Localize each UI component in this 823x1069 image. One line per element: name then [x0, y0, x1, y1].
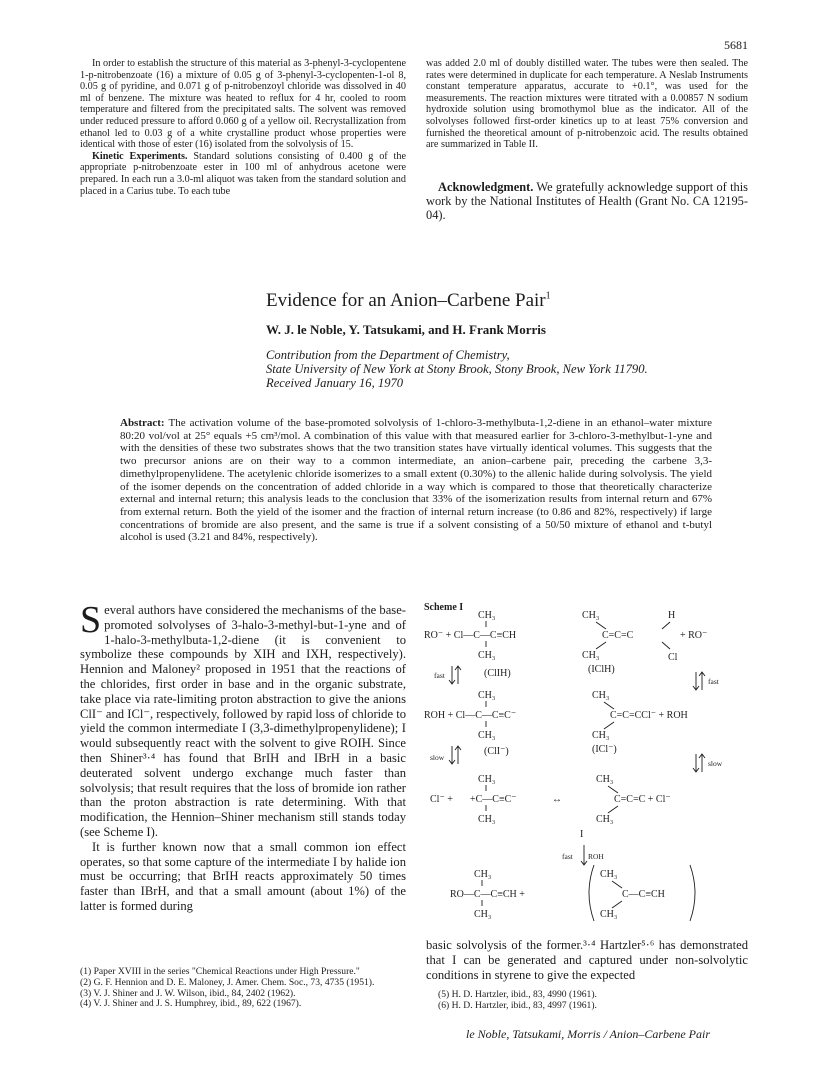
up-arrow — [699, 672, 705, 690]
acknowledgment-text: We gratefully acknowledge support of this work by the National Institutes of Health (Grant No. CA 12195-04). — [426, 180, 748, 223]
row4-left-formula: RO—C—C≡CH + — [450, 889, 525, 900]
intermediate-label: I — [580, 829, 584, 840]
methyl-label: CH₃ — [478, 774, 496, 785]
chlorine-label: Cl — [668, 652, 678, 663]
right-bracket — [690, 865, 695, 921]
kinetic-heading: Kinetic Experiments. — [92, 150, 188, 162]
experimental-right-column — [426, 58, 748, 151]
row2-left-formula: ROH + Cl—C—C≡C⁻ — [424, 710, 517, 721]
footnote: (4) V. J. Shiner and J. S. Humphrey, ibid., 89, 622 (1967). — [80, 998, 302, 1010]
clih-label: (ClIH) — [484, 668, 511, 679]
scheme-label: Scheme I — [424, 602, 464, 613]
icl-minus-label: (ICl⁻) — [592, 744, 617, 755]
row3-chloride: Cl⁻ + — [430, 794, 453, 805]
down-arrow — [581, 845, 587, 865]
methyl-label: CH₃ — [478, 814, 496, 825]
footnote: (5) H. D. Hartzler, ibid., 83, 4990 (1961). — [438, 989, 597, 1000]
affiliation-line-1: Contribution from the Department of Chemistry, — [266, 348, 510, 362]
up-arrow — [699, 754, 705, 772]
row1-right-formula: C=C=C — [602, 630, 634, 641]
body-left-column — [80, 599, 406, 914]
down-arrow — [693, 754, 699, 772]
experimental-paragraph: In order to establish the structure of this material as 3-phenyl-3-cyclopentene 1-p-nitrobenzoate (16) a mixture of 0.05 g of 3-phenyl-3-cyclopenten-1-ol 8, 0.05 g of pyridine, and 0.071 g of p-nitrobenzoyl chloride was dissolved in 40 ml of benzene. The mixture was heated to reflux for 4 hr, cooled to room temperature and filtered from the precipitated salts. The solvent was removed under reduced pressure to afford 0.060 g of a yellow oil. Recrystallization from ethanol led to 0.03 g of a white crystalline product whose properties were identical with those of ester (16) isolated from the solvolysis of 15. — [80, 58, 407, 151]
row3-right-formula: C=C=C + Cl⁻ — [614, 794, 671, 805]
footnotes-right — [438, 990, 748, 1012]
article-title: Evidence for an Anion–Carbene Pair$^1$ — [266, 290, 551, 311]
bond — [662, 622, 670, 629]
kinetic-text: Standard solutions consisting of 0.400 g of the appropriate p-nitrobenzoate ester in 100 ml of anhydrous acetone were prepared. In each run a 3.0-ml aliquot was taken from the standard solution and placed in a Carius tube. To each tube — [80, 150, 406, 197]
slow-label: slow — [708, 759, 723, 768]
fast-label: fast — [708, 677, 719, 686]
footnote: (3) V. J. Shiner and J. W. Wilson, ibid., 84, 2402 (1962). — [80, 987, 296, 999]
footnote: (1) Paper XVIII in the series "Chemical Reactions under High Pressure." — [80, 966, 360, 977]
methyl-label: CH₃ — [478, 650, 496, 661]
methyl-label: CH₃ — [592, 730, 610, 741]
methyl-label: CH₃ — [478, 690, 496, 701]
down-arrow — [449, 746, 455, 764]
bond — [596, 642, 606, 649]
methyl-label: CH₃ — [478, 610, 496, 621]
footnote: (2) G. F. Hennion and D. E. Maloney, J. Amer. Chem. Soc., 73, 4735 (1951). — [80, 976, 375, 988]
received-date: Received January 16, 1970 — [266, 376, 404, 390]
slow-label: slow — [430, 753, 445, 762]
bond — [612, 881, 622, 888]
row1-left-formula: RO⁻ + Cl—C—C≡CH — [424, 630, 517, 641]
methyl-label: CH₃ — [474, 869, 492, 880]
scheme-diagram — [418, 600, 752, 835]
scheme-diagram-lower — [418, 825, 752, 935]
bond — [596, 622, 606, 629]
methyl-label: CH₃ — [478, 730, 496, 741]
methyl-label: CH₃ — [600, 869, 618, 880]
cli-minus-label: (ClI⁻) — [484, 746, 509, 757]
up-arrow — [455, 666, 461, 684]
intro-paragraph: Several authors have considered the mechanisms of the base-promoted solvolyses of 3-halo-3-methyl-but-1-yne and of 1-halo-3-methylbuta-1,2-diene (it is convenient to symbolize these compounds by XIH and IXH, respectively). Hennion and Maloney² proposed in 1951 that the reactions of the chlorides, first order in base and in the organic substrate, take place via rate-limiting proton abstraction to give the anions ClI⁻ and ICl⁻, respectively, followed by rapid loss of chloride to yield the common intermediate I (3,3-dimethylpropenylidene); I would subsequently react with the solvent to give ROIH. Since then Shiner³·⁴ has found that BrIH and IBrH in a basic deuterated solvent undergo exchange much faster than solvolysis; that result requires that the loss of bromide ion rather than the proton abstraction is rate determining. With that modification, the Hennion–Shiner mechanism still stands today (see Scheme I). — [80, 599, 406, 839]
down-arrow — [449, 666, 455, 684]
common-ion-paragraph: It is further known now that a small common ion effect operates, so that some capture of the intermediate I by halide ion must be occurring; that BrIH reacts approximately 50 times faster than IBrH, and that a small amount (about 1%) of the latter is formed during — [80, 839, 406, 913]
body-right-column — [426, 938, 748, 982]
row1-plus-ro: + RO⁻ — [680, 630, 708, 641]
acknowledgment — [426, 180, 748, 223]
affiliation-line-2: State University of New York at Stony Brook, Stony Brook, New York 11790. — [266, 362, 648, 376]
running-footer: le Noble, Tatsukami, Morris / Anion–Carbene Pair — [466, 1027, 711, 1041]
bond — [612, 901, 622, 908]
row2-right-formula: C=C=CCl⁻ + ROH — [610, 710, 688, 721]
bond — [608, 786, 618, 793]
row4-right-formula: C—C≡CH — [622, 889, 665, 900]
left-bracket — [589, 865, 594, 921]
drop-cap: S — [80, 599, 102, 641]
iclh-label: (IClH) — [588, 664, 615, 675]
methyl-label: CH₃ — [596, 814, 614, 825]
bond — [604, 722, 614, 729]
row3-left-formula: +C—C≡C⁻ — [470, 794, 517, 805]
abstract-text: The activation volume of the base-promoted solvolysis of 1-chloro-3-methylbuta-1,2-diene in an ethanol–water mixture 80:20 vol/vol at 25° equals +5 cm³/mol. A combination of this value with that measured earlier for 3-chloro-3-methylbut-1-yne and with the densities of these two substrates shows that the two transition states have virtually identical volumes. This suggests that the two precursor anions are on their way to a common intermediate, an anion–carbene pair, preceding the carbene 3,3-dimethylpropenylidene. The acetylenic chloride isomerizes to a small extent (0.30%) to the allenic halide during solvolysis. The yield of the isomer depends on the concentration of added chloride in a way which is compared to those that theoretically characterize external and internal return; this analysis leads to the conclusion that 33% of the isomerization results from internal return and 67% from external return. Both the yield of the isomer and the fraction of internal return increase (to 0.86 and 82%, respectively) if large concentrations of bromide are also present, and the same is true if a solvent consisting of a 50/50 mixture of ethanol and t-butyl alcohol is used (3.21 and 84%, respectively). — [120, 417, 712, 544]
bond — [604, 702, 614, 709]
hartzler-paragraph: basic solvolysis of the former.³·⁴ Hartzler⁵·⁶ has demonstrated that I can be generated and captured under non-solvolytic conditions in styrene to give the expected — [426, 938, 748, 982]
experimental-left-column — [80, 58, 406, 197]
kinetic-paragraph — [80, 151, 406, 197]
acknowledgment-heading: Acknowledgment. — [438, 180, 534, 194]
abstract-heading: Abstract: — [120, 417, 165, 429]
abstract — [120, 417, 712, 544]
up-arrow — [455, 746, 461, 764]
title-footnote-mark: 1 — [545, 290, 551, 302]
footnote: (6) H. D. Hartzler, ibid., 83, 4997 (1961). — [438, 999, 597, 1011]
article-authors: W. J. le Noble, Y. Tatsukami, and H. Frank Morris — [266, 322, 546, 337]
methyl-label: CH₃ — [596, 774, 614, 785]
down-arrow — [693, 672, 699, 690]
methyl-label: CH₃ — [600, 909, 618, 920]
page-number: 5681 — [724, 38, 748, 52]
fast-label: fast — [434, 671, 445, 680]
bond — [608, 806, 618, 813]
bond — [662, 642, 670, 649]
methyl-label: CH₃ — [474, 909, 492, 920]
kinetic-continued-paragraph: was added 2.0 ml of doubly distilled water. The tubes were then sealed. The rates were determined in duplicate for each temperature. A Neslab Instruments constant temperature apparatus, accurate to +0.1°, was used for the measurements. The reaction mixtures were titrated with a 0.00857 N sodium hydroxide solution using bromothymol blue as the indicator. All of the solvolyses followed first-order kinetics up to at least 75% conversion and furnished the theoretical amount of p-nitrobenzoic acid. The results obtained are summarized in Table II. — [426, 58, 748, 151]
resonance-arrow: ↔ — [552, 794, 562, 805]
methyl-label: CH₃ — [582, 650, 600, 661]
fast-label: fast — [562, 852, 573, 861]
methyl-label: CH₃ — [592, 690, 610, 701]
methyl-label: CH₃ — [582, 610, 600, 621]
hydrogen-label: H — [668, 610, 676, 621]
footnotes-left — [80, 967, 406, 1010]
roh-label: ROH — [588, 852, 604, 861]
